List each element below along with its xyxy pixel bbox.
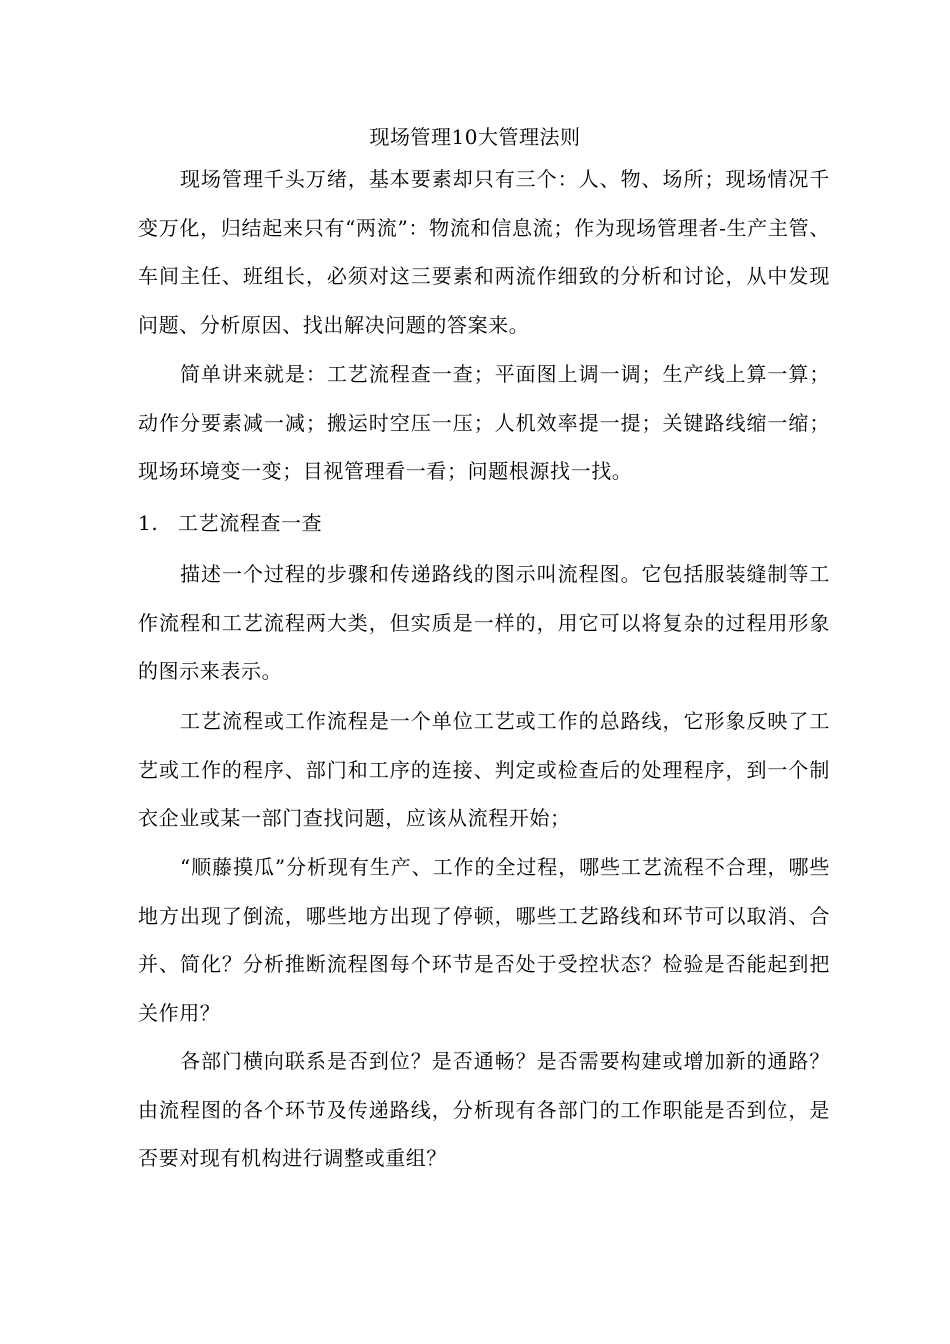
section-paragraph-4: 各部门横向联系是否到位？是否通畅？是否需要构建或增加新的通路？由流程图的各个环节及传递路线，分析现有各部门的工作职能是否到位，是否要对现有机构进行调整或重组？	[138, 1049, 830, 1170]
intro-paragraph-2: 简单讲来就是：工艺流程查一查；平面图上调一调；生产线上算一算；动作分要素减一减；搬运时空压一压；人机效率提一提；关键路线缩一缩；现场环境变一变；目视管理看一看；问题根源找一找。	[138, 362, 830, 483]
section-paragraph-2: 工艺流程或工作流程是一个单位工艺或工作的总路线，它形象反映了工艺或工作的程序、部门和工序的连接、判定或检查后的处理程序，到一个制衣企业或某一部门查找问题，应该从流程开始；	[138, 709, 830, 830]
intro-paragraph-1: 现场管理千头万绪，基本要素却只有三个：人、物、场所；现场情况千变万化，归结起来只有“两流”：物流和信息流；作为现场管理者-生产主管、车间主任、班组长，必须对这三要素和两流作细致的分析和讨论，从中发现问题、分析原因、找出解决问题的答案来。	[138, 167, 830, 337]
section-heading	[138, 508, 830, 538]
document-title: 现场管理10大管理法则	[369, 125, 581, 149]
section-title: 工艺流程查一查	[178, 511, 323, 535]
section-number: 1.	[138, 511, 159, 535]
section-paragraph-3: “顺藤摸瓜”分析现有生产、工作的全过程，哪些工艺流程不合理，哪些地方出现了倒流，哪些地方出现了停顿，哪些工艺路线和环节可以取消、合并、简化？分析推断流程图每个环节是否处于受控状态？检验是否能起到把关作用？	[138, 855, 830, 1025]
section-paragraph-1: 描述一个过程的步骤和传递路线的图示叫流程图。它包括服装缝制等工作流程和工艺流程两大类，但实质是一样的，用它可以将复杂的过程用形象的图示来表示。	[138, 562, 830, 683]
